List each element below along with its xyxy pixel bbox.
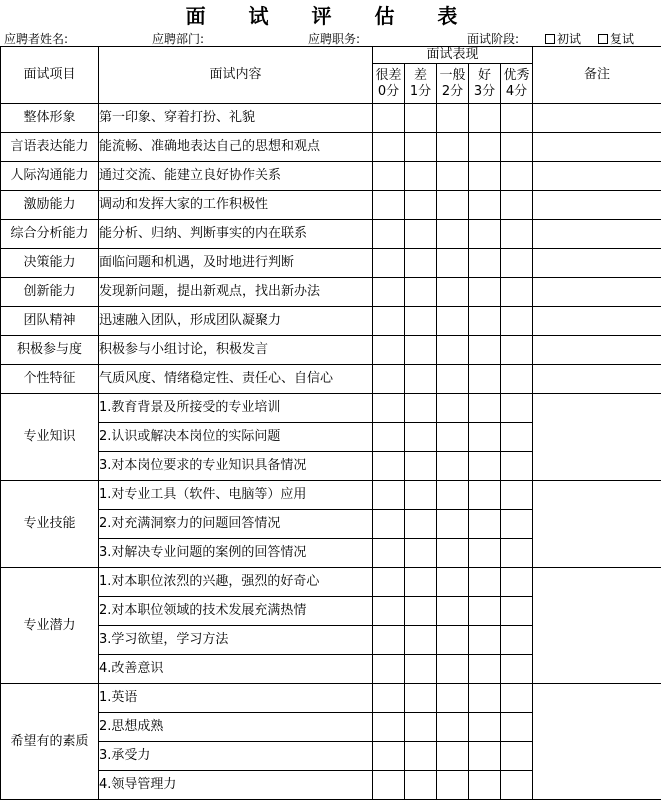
checkbox-icon[interactable] — [598, 34, 608, 44]
score-cell-3[interactable] — [469, 481, 501, 510]
score-cell-3[interactable] — [469, 365, 501, 394]
score-cell-1[interactable] — [405, 191, 437, 220]
score-cell-0[interactable] — [373, 278, 405, 307]
score-cell-4[interactable] — [501, 423, 533, 452]
content-cell: 3.学习欲望，学习方法 — [99, 626, 373, 655]
score-cell-0[interactable] — [373, 510, 405, 539]
interview-stage-label: 面试阶段: — [467, 31, 519, 47]
score-cell-0[interactable] — [373, 771, 405, 800]
table-row — [1, 394, 661, 423]
score-cell-4[interactable] — [501, 104, 533, 133]
score-header-2: 一般 2分 — [437, 64, 469, 104]
score-cell-2[interactable] — [437, 713, 469, 742]
remarks-cell[interactable] — [533, 684, 661, 800]
score-cell-2[interactable] — [437, 684, 469, 713]
score-cell-2[interactable] — [437, 539, 469, 568]
score-cell-2[interactable] — [437, 278, 469, 307]
score-cell-2[interactable] — [437, 307, 469, 336]
score-cell-2[interactable] — [437, 133, 469, 162]
table-row — [1, 133, 661, 162]
remarks-cell[interactable] — [533, 249, 661, 278]
item-cell: 整体形象 — [1, 104, 99, 133]
table-row — [1, 481, 661, 510]
score-cell-4[interactable] — [501, 742, 533, 771]
score-cell-1[interactable] — [405, 133, 437, 162]
score-cell-2[interactable] — [437, 423, 469, 452]
table-row — [1, 307, 661, 336]
item-cell: 团队精神 — [1, 307, 99, 336]
score-cell-0[interactable] — [373, 365, 405, 394]
score-cell-4[interactable] — [501, 133, 533, 162]
remarks-cell[interactable] — [533, 220, 661, 249]
score-cell-3[interactable] — [469, 307, 501, 336]
score-cell-1[interactable] — [405, 481, 437, 510]
score-cell-2[interactable] — [437, 655, 469, 684]
score-cell-2[interactable] — [437, 626, 469, 655]
group-item-cell: 专业知识 — [1, 394, 99, 481]
remarks-cell[interactable] — [533, 104, 661, 133]
score-cell-4[interactable] — [501, 191, 533, 220]
score-cell-4[interactable] — [501, 365, 533, 394]
score-cell-3[interactable] — [469, 655, 501, 684]
content-cell: 2.对充满洞察力的问题回答情况 — [99, 510, 373, 539]
item-cell: 决策能力 — [1, 249, 99, 278]
content-cell: 1.教育背景及所接受的专业培训 — [99, 394, 373, 423]
header-item: 面试项目 — [1, 47, 99, 104]
score-cell-4[interactable] — [501, 539, 533, 568]
score-cell-4[interactable] — [501, 249, 533, 278]
content-cell: 发现新问题，提出新观点，找出新办法 — [99, 278, 373, 307]
table-row — [1, 365, 661, 394]
score-cell-4[interactable] — [501, 481, 533, 510]
score-cell-1[interactable] — [405, 162, 437, 191]
score-cell-1[interactable] — [405, 278, 437, 307]
score-cell-0[interactable] — [373, 336, 405, 365]
score-cell-3[interactable] — [469, 191, 501, 220]
score-cell-3[interactable] — [469, 452, 501, 481]
score-cell-4[interactable] — [501, 568, 533, 597]
score-cell-3[interactable] — [469, 394, 501, 423]
score-cell-0[interactable] — [373, 423, 405, 452]
score-cell-3[interactable] — [469, 684, 501, 713]
score-header-1: 差 1分 — [405, 64, 437, 104]
score-cell-0[interactable] — [373, 481, 405, 510]
score-cell-1[interactable] — [405, 539, 437, 568]
score-cell-4[interactable] — [501, 713, 533, 742]
score-cell-1[interactable] — [405, 394, 437, 423]
table-row — [1, 104, 661, 133]
remarks-cell[interactable] — [533, 568, 661, 684]
score-cell-4[interactable] — [501, 655, 533, 684]
content-cell: 面临问题和机遇，及时地进行判断 — [99, 249, 373, 278]
table-row — [1, 684, 661, 713]
score-cell-2[interactable] — [437, 742, 469, 771]
score-cell-0[interactable] — [373, 684, 405, 713]
header-content: 面试内容 — [99, 47, 373, 104]
score-cell-1[interactable] — [405, 336, 437, 365]
score-cell-4[interactable] — [501, 626, 533, 655]
score-cell-2[interactable] — [437, 249, 469, 278]
score-cell-1[interactable] — [405, 655, 437, 684]
score-cell-4[interactable] — [501, 220, 533, 249]
content-cell: 4.改善意识 — [99, 655, 373, 684]
item-cell: 创新能力 — [1, 278, 99, 307]
score-cell-4[interactable] — [501, 452, 533, 481]
score-cell-1[interactable] — [405, 365, 437, 394]
score-cell-2[interactable] — [437, 394, 469, 423]
checkbox-icon[interactable] — [545, 34, 555, 44]
score-cell-3[interactable] — [469, 742, 501, 771]
page-title: 面 试 评 估 表 — [0, 2, 661, 30]
content-cell: 能流畅、准确地表达自己的思想和观点 — [99, 133, 373, 162]
content-cell: 2.对本职位领域的技术发展充满热情 — [99, 597, 373, 626]
score-cell-4[interactable] — [501, 771, 533, 800]
evaluation-table — [0, 46, 661, 800]
score-cell-1[interactable] — [405, 684, 437, 713]
score-cell-1[interactable] — [405, 104, 437, 133]
content-cell: 迅速融入团队，形成团队凝聚力 — [99, 307, 373, 336]
remarks-cell[interactable] — [533, 307, 661, 336]
score-cell-4[interactable] — [501, 510, 533, 539]
item-cell: 积极参与度 — [1, 336, 99, 365]
score-cell-4[interactable] — [501, 597, 533, 626]
table-row — [1, 278, 661, 307]
item-cell: 个性特征 — [1, 365, 99, 394]
score-cell-3[interactable] — [469, 510, 501, 539]
score-header-0: 很差 0分 — [373, 64, 405, 104]
score-cell-3[interactable] — [469, 568, 501, 597]
score-cell-4[interactable] — [501, 394, 533, 423]
score-cell-3[interactable] — [469, 133, 501, 162]
score-cell-1[interactable] — [405, 626, 437, 655]
table-row — [1, 568, 661, 597]
remarks-cell[interactable] — [533, 336, 661, 365]
score-cell-3[interactable] — [469, 336, 501, 365]
first-interview-option[interactable]: 初试 — [545, 31, 581, 47]
score-cell-0[interactable] — [373, 626, 405, 655]
content-cell: 调动和发挥大家的工作积极性 — [99, 191, 373, 220]
score-cell-2[interactable] — [437, 452, 469, 481]
score-cell-0[interactable] — [373, 597, 405, 626]
content-cell: 通过交流、能建立良好协作关系 — [99, 162, 373, 191]
group-item-cell: 希望有的素质 — [1, 684, 99, 800]
score-cell-0[interactable] — [373, 249, 405, 278]
score-cell-2[interactable] — [437, 162, 469, 191]
table-row — [1, 249, 661, 278]
remarks-cell[interactable] — [533, 162, 661, 191]
group-item-cell: 专业潜力 — [1, 568, 99, 684]
score-header-4: 优秀 4分 — [501, 64, 533, 104]
score-cell-0[interactable] — [373, 220, 405, 249]
item-cell: 言语表达能力 — [1, 133, 99, 162]
score-cell-3[interactable] — [469, 539, 501, 568]
score-cell-1[interactable] — [405, 307, 437, 336]
item-cell: 激励能力 — [1, 191, 99, 220]
remarks-cell[interactable] — [533, 133, 661, 162]
content-cell: 4.领导管理力 — [99, 771, 373, 800]
score-cell-4[interactable] — [501, 336, 533, 365]
score-header-3: 好 3分 — [469, 64, 501, 104]
score-cell-2[interactable] — [437, 597, 469, 626]
score-cell-4[interactable] — [501, 278, 533, 307]
remarks-cell[interactable] — [533, 191, 661, 220]
score-cell-2[interactable] — [437, 220, 469, 249]
table-row — [1, 162, 661, 191]
applicant-name-label: 应聘者姓名: — [4, 31, 68, 47]
header-remarks: 备注 — [533, 47, 661, 104]
content-cell: 2.思想成熟 — [99, 713, 373, 742]
second-interview-option[interactable]: 复试 — [598, 31, 634, 47]
score-cell-1[interactable] — [405, 452, 437, 481]
score-cell-3[interactable] — [469, 278, 501, 307]
score-cell-1[interactable] — [405, 597, 437, 626]
content-cell: 2.认识或解决本岗位的实际问题 — [99, 423, 373, 452]
score-cell-1[interactable] — [405, 249, 437, 278]
score-cell-0[interactable] — [373, 162, 405, 191]
score-cell-2[interactable] — [437, 365, 469, 394]
group-item-cell: 专业技能 — [1, 481, 99, 568]
content-cell: 3.承受力 — [99, 742, 373, 771]
score-cell-2[interactable] — [437, 336, 469, 365]
score-cell-0[interactable] — [373, 191, 405, 220]
score-cell-4[interactable] — [501, 684, 533, 713]
score-cell-2[interactable] — [437, 771, 469, 800]
score-cell-3[interactable] — [469, 249, 501, 278]
header-performance: 面试表现 — [373, 47, 533, 64]
score-cell-3[interactable] — [469, 423, 501, 452]
score-cell-1[interactable] — [405, 713, 437, 742]
score-cell-0[interactable] — [373, 452, 405, 481]
score-cell-2[interactable] — [437, 191, 469, 220]
score-cell-1[interactable] — [405, 423, 437, 452]
score-cell-2[interactable] — [437, 104, 469, 133]
department-label: 应聘部门: — [152, 31, 204, 47]
score-cell-1[interactable] — [405, 568, 437, 597]
score-cell-3[interactable] — [469, 771, 501, 800]
remarks-cell[interactable] — [533, 481, 661, 568]
score-cell-0[interactable] — [373, 742, 405, 771]
score-cell-0[interactable] — [373, 133, 405, 162]
content-cell: 1.对本职位浓烈的兴趣，强烈的好奇心 — [99, 568, 373, 597]
score-cell-0[interactable] — [373, 394, 405, 423]
score-cell-3[interactable] — [469, 626, 501, 655]
remarks-cell[interactable] — [533, 365, 661, 394]
score-cell-2[interactable] — [437, 481, 469, 510]
score-cell-3[interactable] — [469, 104, 501, 133]
item-cell: 综合分析能力 — [1, 220, 99, 249]
score-cell-2[interactable] — [437, 510, 469, 539]
content-cell: 第一印象、穿着打扮、礼貌 — [99, 104, 373, 133]
table-row — [1, 220, 661, 249]
score-cell-1[interactable] — [405, 771, 437, 800]
score-cell-0[interactable] — [373, 104, 405, 133]
score-cell-3[interactable] — [469, 713, 501, 742]
score-cell-0[interactable] — [373, 713, 405, 742]
item-cell: 人际沟通能力 — [1, 162, 99, 191]
content-cell: 1.英语 — [99, 684, 373, 713]
remarks-cell[interactable] — [533, 278, 661, 307]
content-cell: 积极参与小组讨论，积极发言 — [99, 336, 373, 365]
content-cell: 能分析、归纳、判断事实的内在联系 — [99, 220, 373, 249]
score-cell-1[interactable] — [405, 220, 437, 249]
score-cell-3[interactable] — [469, 220, 501, 249]
position-label: 应聘职务: — [308, 31, 360, 47]
table-row — [1, 336, 661, 365]
content-cell: 3.对本岗位要求的专业知识具备情况 — [99, 452, 373, 481]
score-cell-4[interactable] — [501, 162, 533, 191]
content-cell: 气质风度、情绪稳定性、责任心、自信心 — [99, 365, 373, 394]
content-cell: 1.对专业工具（软件、电脑等）应用 — [99, 481, 373, 510]
score-cell-4[interactable] — [501, 307, 533, 336]
score-cell-3[interactable] — [469, 597, 501, 626]
score-cell-2[interactable] — [437, 568, 469, 597]
content-cell: 3.对解决专业问题的案例的回答情况 — [99, 539, 373, 568]
score-cell-0[interactable] — [373, 655, 405, 684]
table-row — [1, 191, 661, 220]
score-cell-3[interactable] — [469, 162, 501, 191]
score-cell-1[interactable] — [405, 742, 437, 771]
remarks-cell[interactable] — [533, 394, 661, 481]
score-cell-0[interactable] — [373, 539, 405, 568]
score-cell-0[interactable] — [373, 568, 405, 597]
score-cell-0[interactable] — [373, 307, 405, 336]
score-cell-1[interactable] — [405, 510, 437, 539]
